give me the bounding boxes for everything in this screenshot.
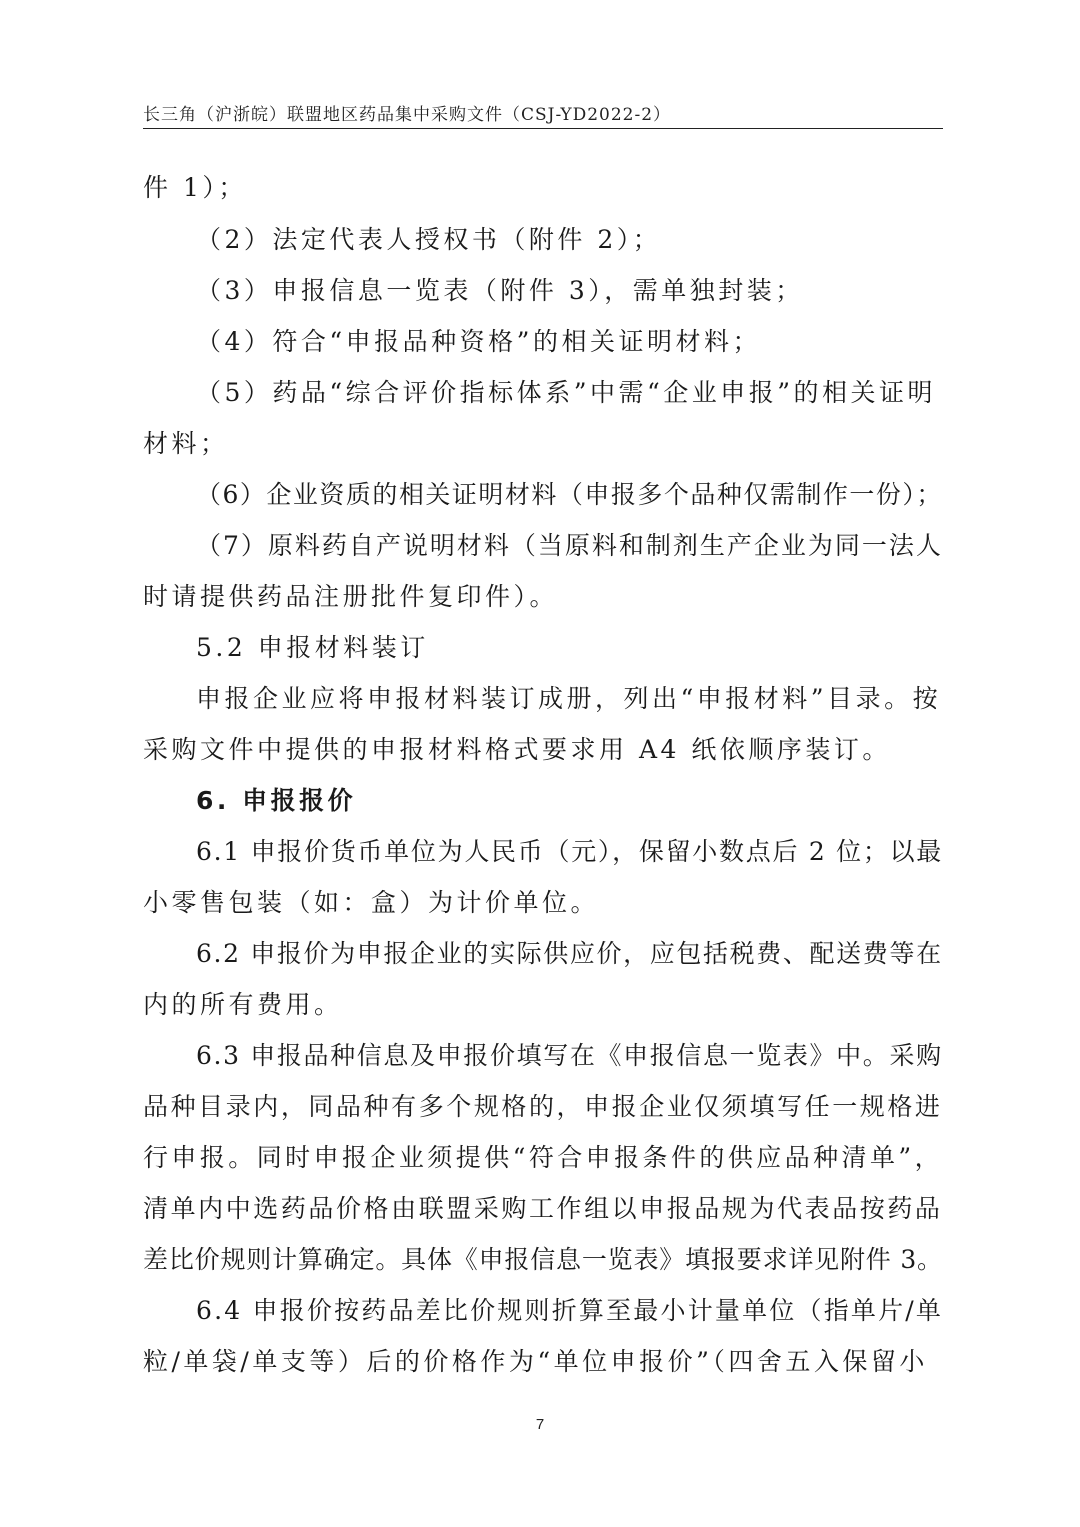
section-subheading: 5.2 申报材料装订	[196, 633, 429, 662]
running-header	[143, 96, 943, 129]
paragraph-line: 6.2 申报价为申报企业的实际供应价，应包括税费、配送费等在	[196, 939, 943, 968]
paragraph-line: 6.4 申报价按药品差比价规则折算至最小计量单位（指单片/单	[196, 1296, 944, 1325]
paragraph-line: 内的所有费用。	[143, 990, 343, 1019]
page-number: 7	[535, 1416, 545, 1433]
paragraph-line: （7）原料药自产说明材料（当原料和制剂生产企业为同一法人	[196, 531, 943, 560]
paragraph-line: 粒/单袋/单支等）后的价格作为“单位申报价”（四舍五入保留小	[143, 1347, 928, 1376]
document-title: 长三角（沪浙皖）联盟地区药品集中采购文件（CSJ-YD2022-2）	[143, 105, 672, 125]
paragraph-line: 申报企业应将申报材料装订成册，列出“申报材料”目录。按	[196, 684, 942, 713]
paragraph-line: 差比价规则计算确定。具体《申报信息一览表》填报要求详见附件 3。	[143, 1245, 943, 1274]
paragraph-line: 行申报。同时申报企业须提供“符合申报条件的供应品种清单”，	[143, 1143, 944, 1172]
paragraph-line: 品种目录内，同品种有多个规格的，申报企业仅须填写任一规格进	[143, 1092, 943, 1121]
paragraph-line: 时请提供药品注册批件复印件）。	[143, 582, 559, 611]
paragraph-line: 清单内中选药品价格由联盟采购工作组以申报品规为代表品按药品	[143, 1194, 943, 1223]
paragraph-line: （4）符合“申报品种资格”的相关证明材料；	[196, 327, 761, 356]
paragraph-line: （3）申报信息一览表（附件 3），需单独封装；	[196, 276, 804, 305]
paragraph-line: 6.3 申报品种信息及申报价填写在《申报信息一览表》中。采购	[196, 1041, 943, 1070]
section-heading: 6. 申报报价	[196, 786, 357, 815]
paragraph-line: 小零售包装（如：盒）为计价单位。	[143, 888, 600, 917]
paragraph-line: 件 1）；	[143, 173, 247, 202]
paragraph-line: （6）企业资质的相关证明材料（申报多个品种仅需制作一份）；	[196, 480, 943, 509]
paragraph-line: （2）法定代表人授权书（附件 2）；	[196, 225, 662, 254]
paragraph-line: 采购文件中提供的申报材料格式要求用 A4 纸依顺序装订。	[143, 735, 891, 764]
paragraph-line: 材料；	[143, 429, 229, 458]
paragraph-line: 6.1 申报价货币单位为人民币（元），保留小数点后 2 位；以最	[196, 837, 944, 866]
paragraph-line: （5）药品“综合评价指标体系”中需“企业申报”的相关证明	[196, 378, 937, 407]
